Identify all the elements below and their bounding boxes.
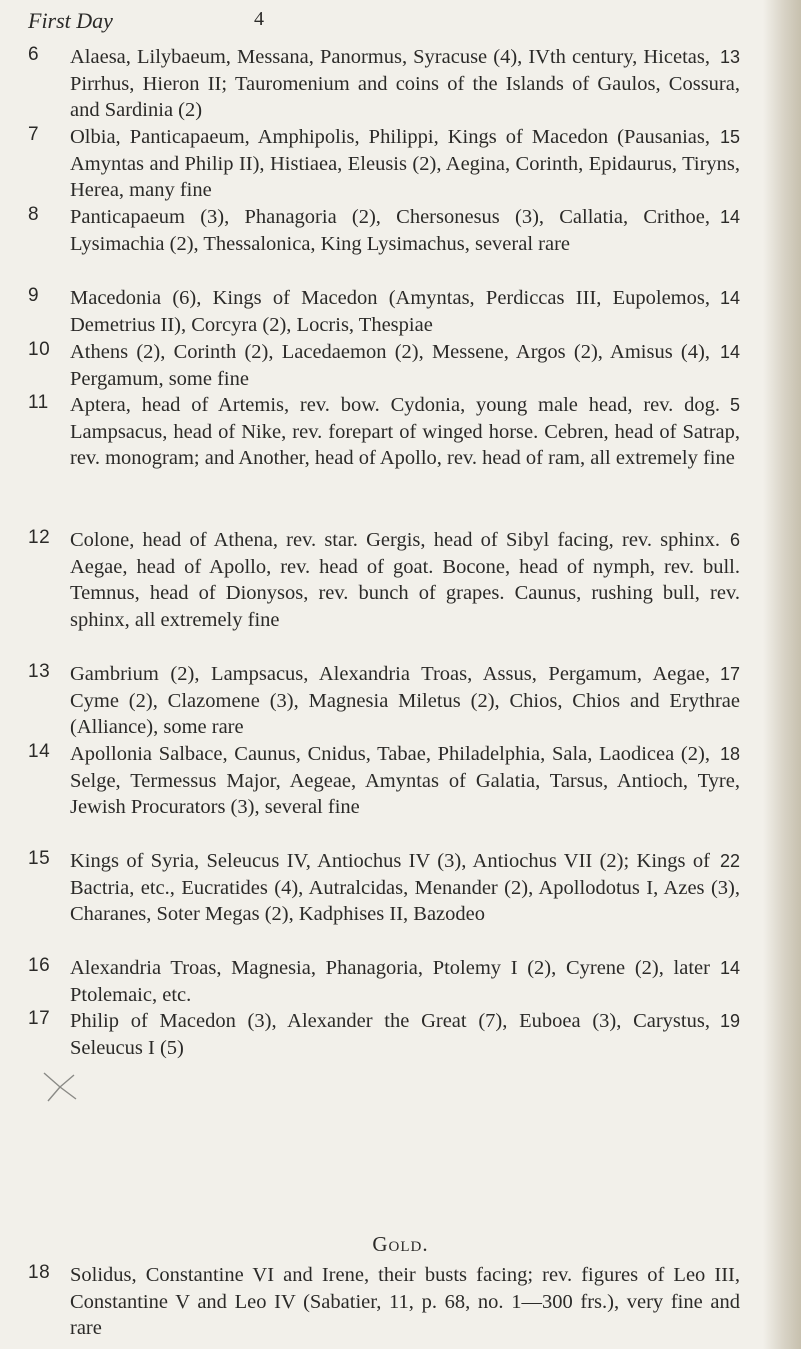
lot-number: 10 xyxy=(28,339,51,360)
lot-description xyxy=(70,741,740,821)
lot-text: Alaesa, Lilybaeum, Messana, Panormus, Syracuse (4), IVth century, Hicetas, Pirrhus, Hieron II; Tauromenium and coins of the Islands of Gaulos, Cossura, and Sardinia (2) xyxy=(70,46,740,122)
lot-number: 16 xyxy=(28,955,51,976)
lot-price: 17 xyxy=(719,664,740,684)
lot-price: 14 xyxy=(719,958,740,978)
lot-number: 9 xyxy=(28,285,40,306)
page-number: 4 xyxy=(254,8,264,30)
lot-price: 14 xyxy=(719,288,740,308)
lot-number: 8 xyxy=(28,204,40,225)
lot-description xyxy=(70,392,740,472)
lot-description xyxy=(70,124,740,204)
lot-text: Macedonia (6), Kings of Macedon (Amyntas, Perdiccas III, Eupolemos, Demetrius II), Corcyra (2), Locris, Thespiae xyxy=(70,287,710,336)
page-edge-shadow xyxy=(763,0,801,1349)
lot-description xyxy=(70,848,740,928)
lot-number: 14 xyxy=(28,741,51,762)
pencil-mark-icon xyxy=(40,1069,80,1103)
lot-price: 15 xyxy=(719,127,740,147)
lot-description xyxy=(70,204,740,257)
lot-price: 14 xyxy=(719,207,740,227)
lot-description xyxy=(70,285,740,338)
lot-number: 15 xyxy=(28,848,51,869)
lot-text: Olbia, Panticapaeum, Amphipolis, Philippi, Kings of Macedon (Pausanias, Amyntas and Philip II), Histiaea, Eleusis (2), Aegina, Corinth, Epidaurus, Tiryns, Herea, many fine xyxy=(70,126,740,202)
section-heading: Gold. xyxy=(372,1232,429,1256)
lot-price: 13 xyxy=(719,47,740,67)
lot-description xyxy=(70,527,740,634)
lot-text: Athens (2), Corinth (2), Lacedaemon (2), Messene, Argos (2), Amisus (4), Pergamum, some fine xyxy=(70,341,710,390)
lot-price: 6 xyxy=(729,530,740,550)
lot-price: 19 xyxy=(719,1011,740,1031)
lot-price: 18 xyxy=(719,744,740,764)
lot-number: 13 xyxy=(28,661,51,682)
lot-description xyxy=(70,1262,740,1342)
lot-text: Gambrium (2), Lampsacus, Alexandria Troas, Assus, Pergamum, Aegae, Cyme (2), Clazomene (3), Magnesia Miletus (2), Chios, Chios and Erythrae (Alliance), some rare xyxy=(70,663,740,739)
lot-price: 5 xyxy=(729,395,740,415)
lot-text: Philip of Macedon (3), Alexander the Great (7), Euboea (3), Carystus, Seleucus I (5) xyxy=(70,1010,710,1059)
lot-description xyxy=(70,661,740,741)
lot-text: Kings of Syria, Seleucus IV, Antiochus IV (3), Antiochus VII (2); Kings of Bactria, etc., Eucratides (4), Autralcidas, Menander (2), Apollodotus I, Azes (3), Charanes, Soter Megas (2), Kadphises II, Bazodeo xyxy=(70,850,740,926)
lot-text: Apollonia Salbace, Caunus, Cnidus, Tabae, Philadelphia, Sala, Laodicea (2), Selge, Termessus Major, Aegeae, Amyntas of Galatia, Tarsus, Antioch, Tyre, Jewish Procurators (3), several fine xyxy=(70,743,740,819)
header-title: First Day xyxy=(28,8,113,33)
lot-number: 11 xyxy=(28,392,49,413)
lot-description xyxy=(70,955,740,1008)
lot-text: Panticapaeum (3), Phanagoria (2), Chersonesus (3), Callatia, Crithoe, Lysimachia (2), Thessalonica, King Lysimachus, several rare xyxy=(70,206,710,255)
lot-text: Colone, head of Athena, rev. star. Gergis, head of Sibyl facing, rev. sphinx. Aegae, head of Apollo, rev. head of goat. Bocone, head of nymph, rev. bull. Temnus, head of Dionysos, rev. bunch of grapes. Caunus, rushing bull, rev. sphinx, all extremely fine xyxy=(70,529,740,632)
lot-price: 22 xyxy=(719,851,740,871)
lot-description xyxy=(70,1008,740,1061)
lot-description xyxy=(70,339,740,392)
lot-number: 18 xyxy=(28,1262,51,1283)
lot-number: 12 xyxy=(28,527,51,548)
lot-text: Alexandria Troas, Magnesia, Phanagoria, Ptolemy I (2), Cyrene (2), later Ptolemaic, etc. xyxy=(70,957,710,1006)
lot-number: 6 xyxy=(28,44,40,65)
running-header xyxy=(28,8,748,34)
lot-text: Aptera, head of Artemis, rev. bow. Cydonia, young male head, rev. dog. Lampsacus, head of Nike, rev. forepart of winged horse. Cebren, head of Satrap, rev. monogram; and Another, head of Apollo, rev. head of ram, all extremely fine xyxy=(70,394,740,470)
lot-price: 14 xyxy=(719,342,740,362)
lot-text: Solidus, Constantine VI and Irene, their busts facing; rev. figures of Leo III, Constantine V and Leo IV (Sabatier, 11, p. 68, no. 1—300 frs.), very fine and rare xyxy=(70,1264,740,1340)
lot-description xyxy=(70,44,740,124)
lot-number: 17 xyxy=(28,1008,51,1029)
lot-number: 7 xyxy=(28,124,40,145)
